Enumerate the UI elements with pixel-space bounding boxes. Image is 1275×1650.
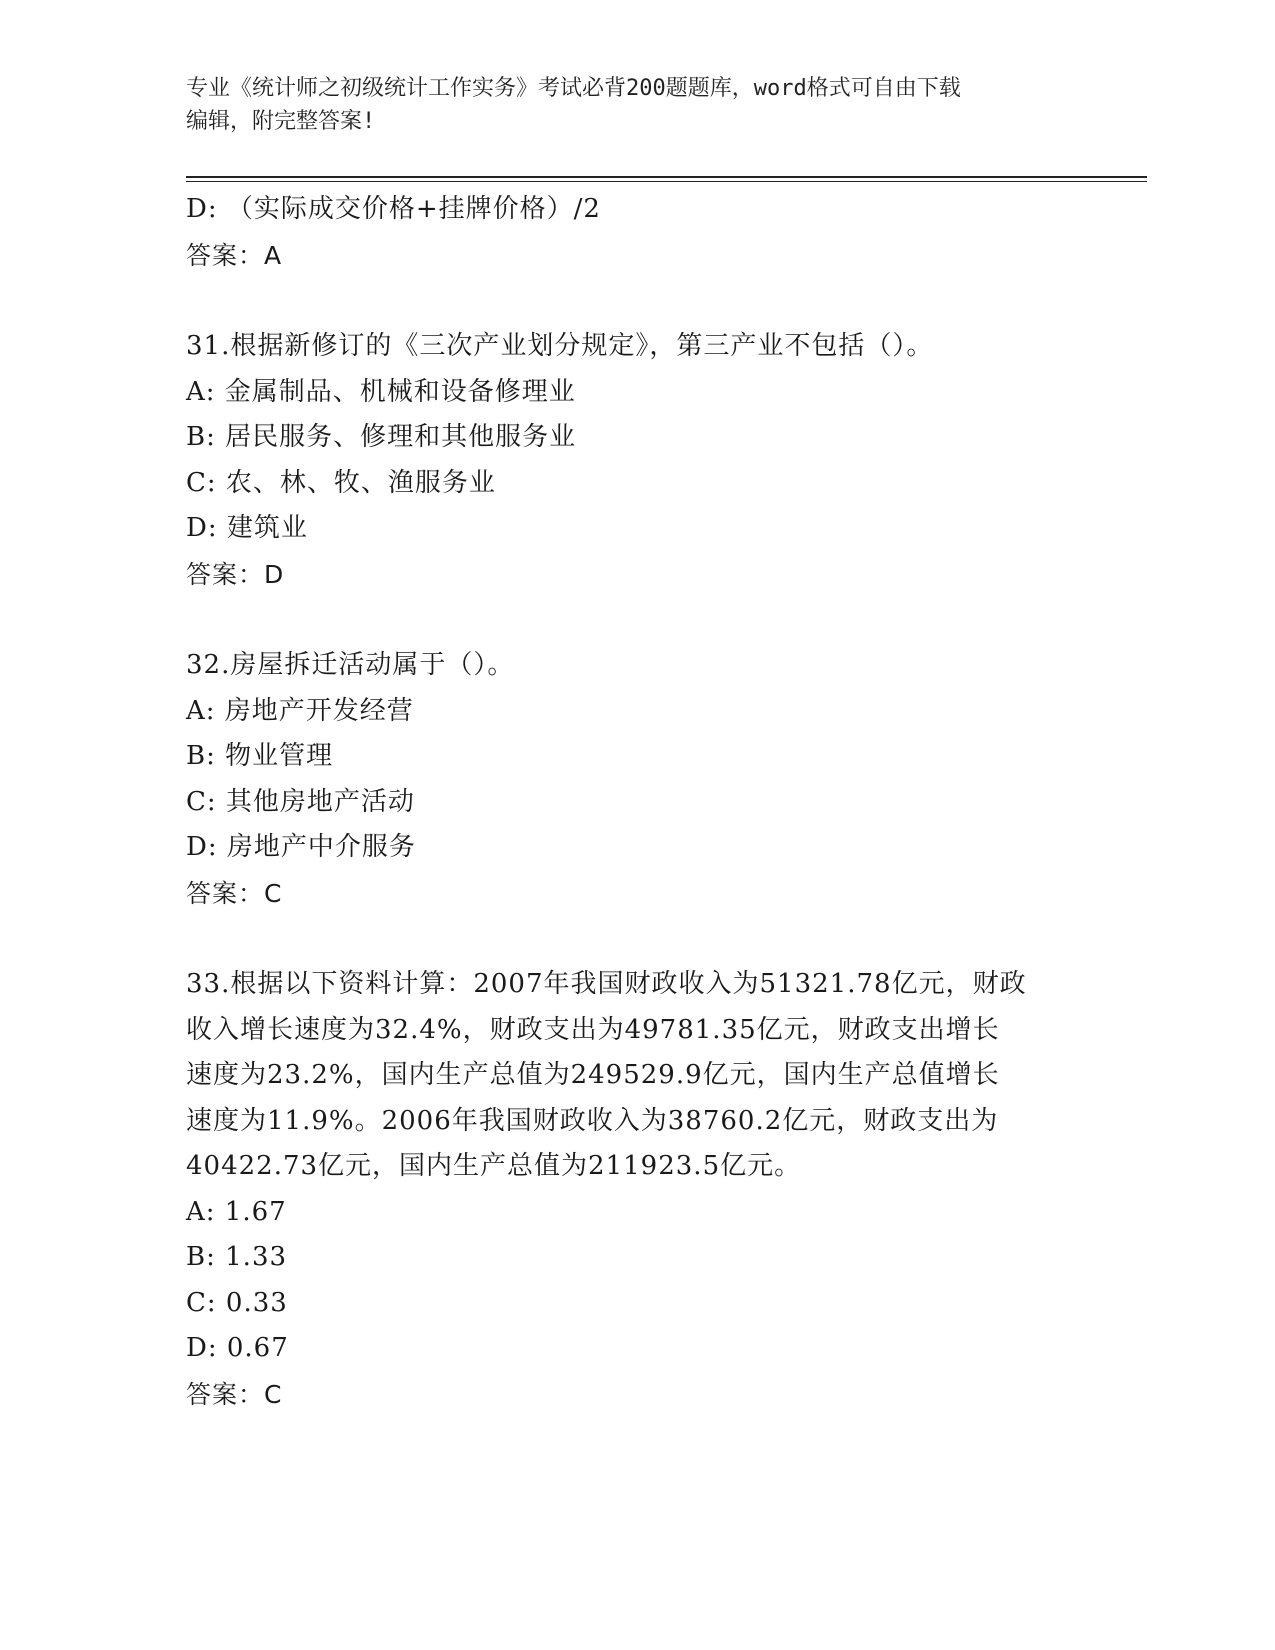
question-33 <box>186 962 1086 1417</box>
option-d: D: 0.67 <box>186 1333 289 1363</box>
option-c: C: 其他房地产活动 <box>186 786 415 817</box>
question-stem-line: 收入增长速度为32.4%，财政支出为49781.35亿元，财政支出增长 <box>186 1014 1000 1045</box>
header-line-1: 专业《统计师之初级统计工作实务》考试必背200题题库，word格式可自由下载 <box>186 76 961 101</box>
answer: 答案：D <box>186 559 285 589</box>
option-c: C: 0.33 <box>186 1287 288 1318</box>
option-d: D: 房地产中介服务 <box>186 832 416 862</box>
header-rule-thick <box>186 176 1147 178</box>
option-a: A: 金属制品、机械和设备修理业 <box>186 376 576 407</box>
question-stem-line: 速度为23.2%，国内生产总值为249529.9亿元，国内生产总值增长 <box>186 1060 1000 1090</box>
option-b: B: 1.33 <box>186 1242 288 1272</box>
question-stem-line: 速度为11.9%。2006年我国财政收入为38760.2亿元，财政支出为 <box>186 1105 999 1136</box>
header-line-2: 编辑，附完整答案! <box>186 109 376 134</box>
option-b: B: 居民服务、修理和其他服务业 <box>186 422 577 452</box>
option-d: D: 建筑业 <box>186 513 308 543</box>
question-stem-line: 33.根据以下资料计算：2007年我国财政收入为51321.78亿元，财政 <box>186 969 1027 999</box>
question-list <box>186 187 1086 1417</box>
header-rule-thin <box>186 181 1147 182</box>
question-stem: 31.根据新修订的《三次产业划分规定》，第三产业不包括（）。 <box>186 331 934 361</box>
prev-option-d: D: （实际成交价格+挂牌价格）/2 <box>186 194 601 224</box>
question-31 <box>186 324 1086 597</box>
question-stem: 32.房屋拆迁活动属于（）。 <box>186 650 515 680</box>
prev-answer: 答案：A <box>186 240 283 270</box>
option-a: A: 房地产开发经营 <box>186 695 414 726</box>
answer: 答案：C <box>186 1379 283 1409</box>
answer: 答案：C <box>186 878 283 908</box>
option-a: A: 1.67 <box>186 1196 287 1227</box>
option-c: C: 农、林、牧、渔服务业 <box>186 467 496 498</box>
document-header <box>186 72 1086 138</box>
option-b: B: 物业管理 <box>186 741 334 771</box>
question-32 <box>186 643 1086 916</box>
question-stem-line: 40422.73亿元，国内生产总值为211923.5亿元。 <box>186 1151 802 1181</box>
